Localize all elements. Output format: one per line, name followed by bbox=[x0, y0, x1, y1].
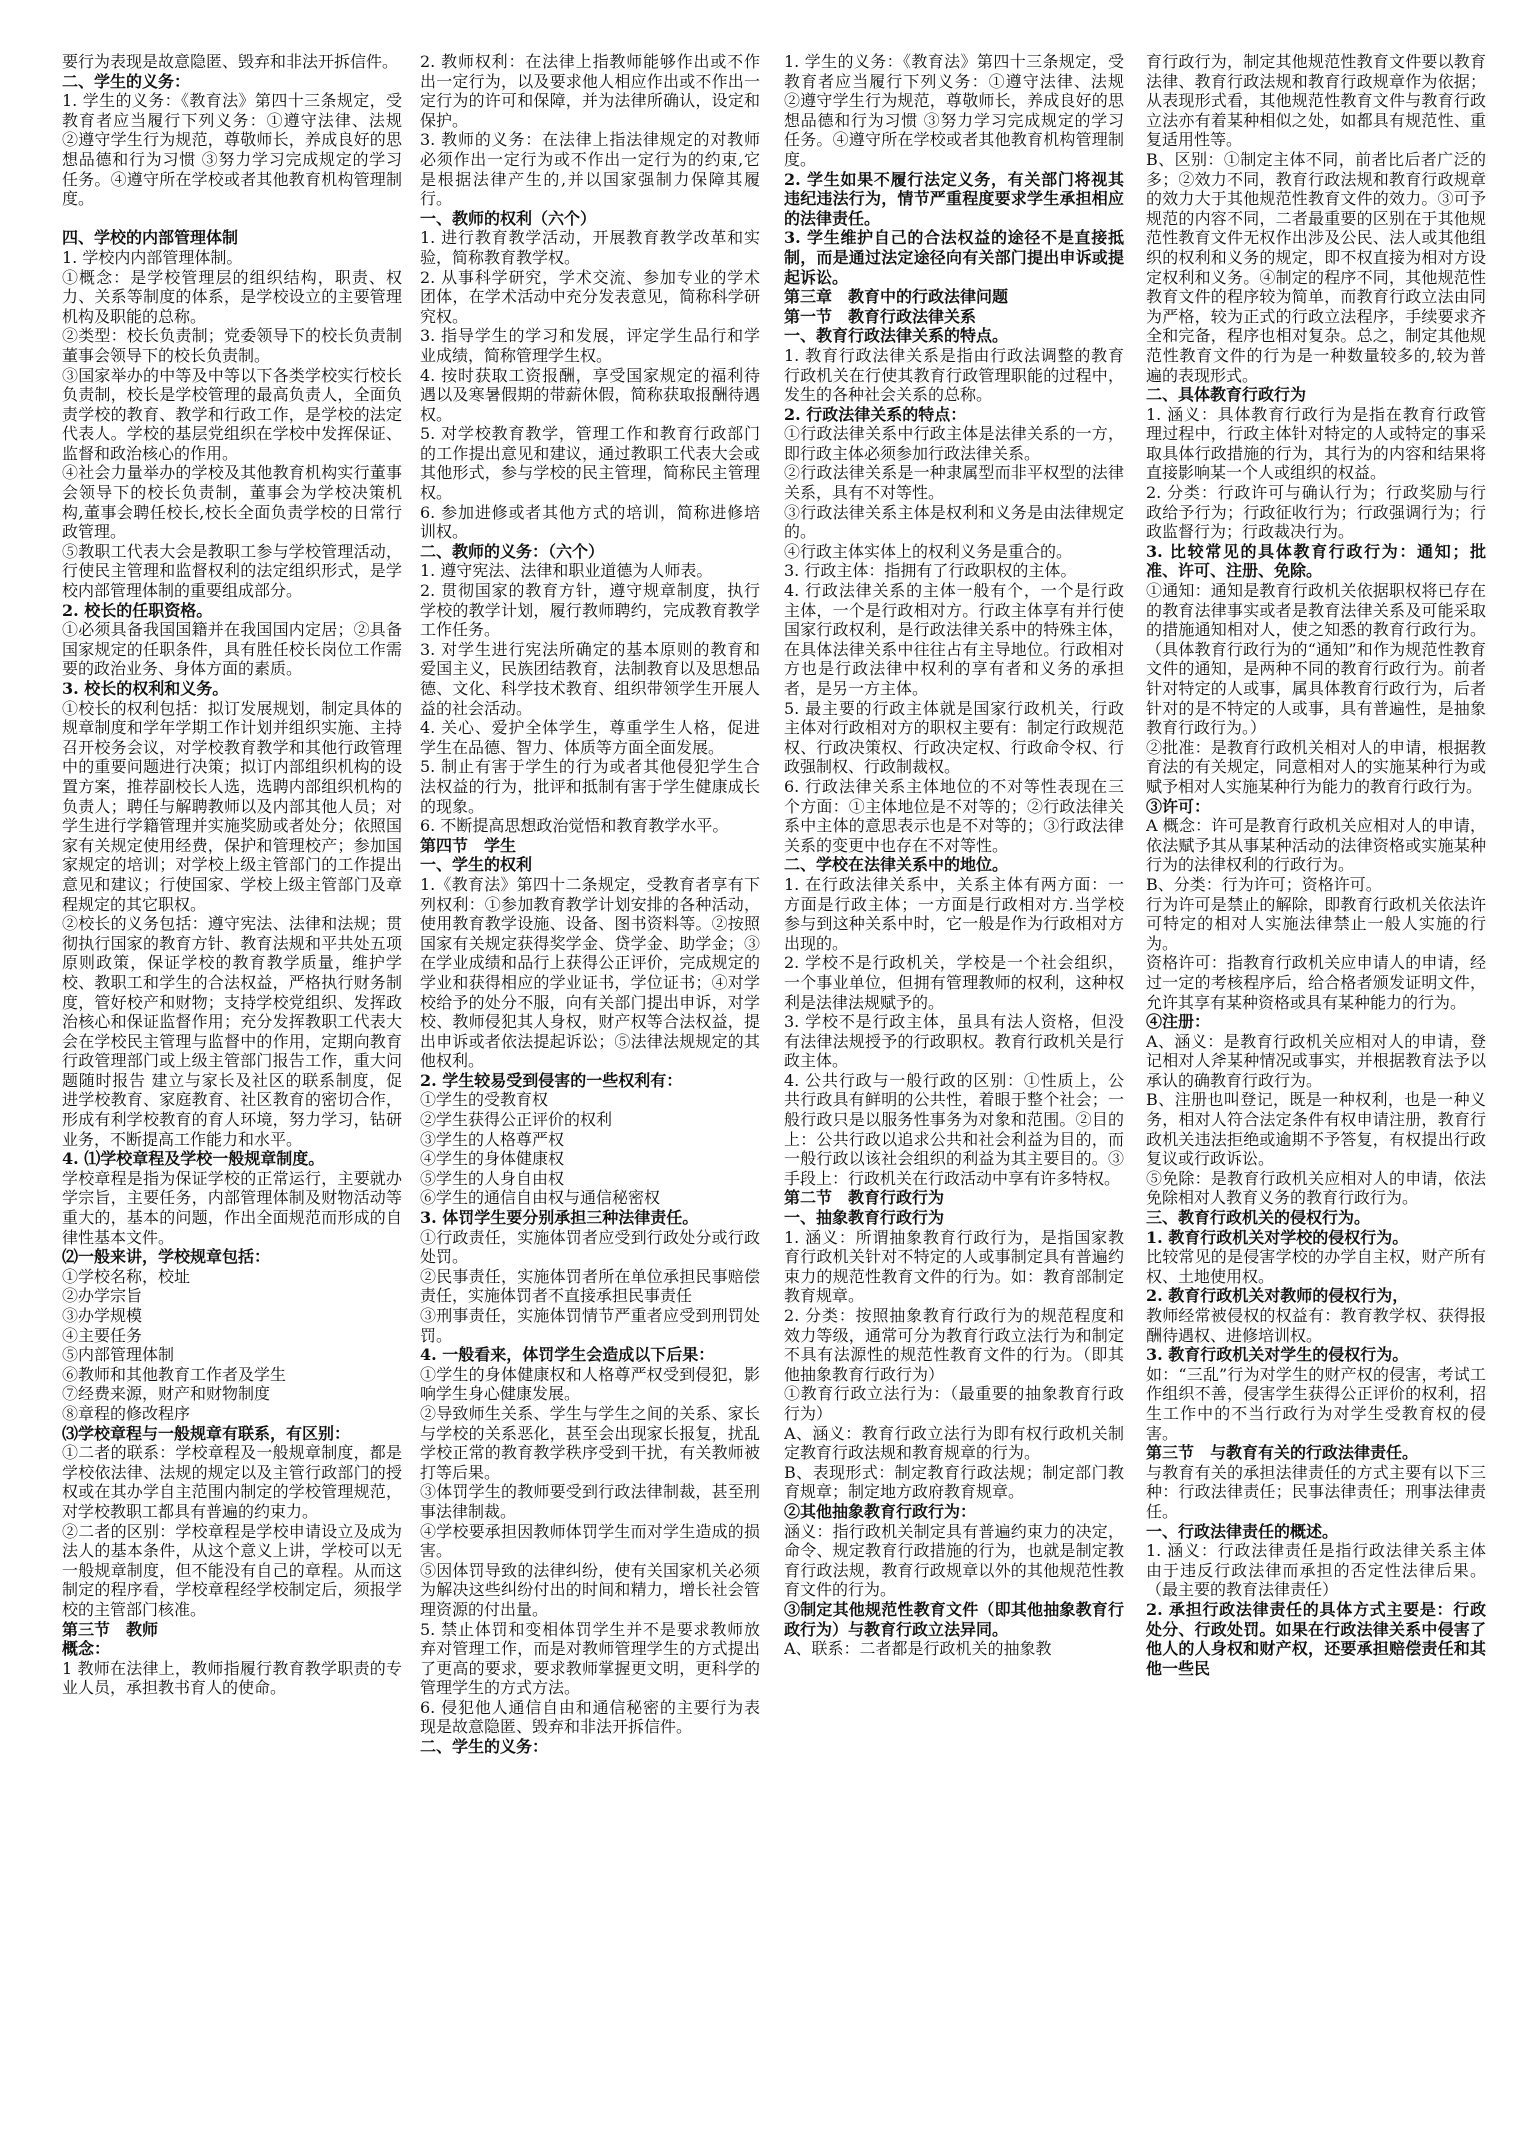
text-column-4 bbox=[1146, 52, 1486, 2132]
paragraph: 2. 承担行政法律责任的具体方式主要是：行政处分、行政处罚。如果在行政法律关系中侵害了他人的人身权和财产权，还要承担赔偿责任和其他一些民 bbox=[1146, 1599, 1486, 1678]
paragraph: 第一节 教育行政法律关系 bbox=[784, 306, 977, 326]
paragraph: 2. 贯彻国家的教育方针，遵守规章制度，执行学校的教学计划，履行教师聘约，完成教育教学工作任务。 bbox=[420, 581, 760, 640]
paragraph: 5. 对学校教育教学，管理工作和教育行政部门的工作提出意见和建议，通过教职工代表大会或其他形式，参与学校的民主管理，简称民主管理权。 bbox=[420, 424, 760, 503]
paragraph: 一、抽象教育行政行为 bbox=[784, 1208, 945, 1228]
paragraph: 1. 在行政法律关系中，关系主体有两方面：一方面是行政主体；一方面是行政相对方.当学校参与到这种关系中时，它一般是作为行政相对方出现的。 bbox=[784, 874, 1124, 953]
paragraph: ③国家举办的中等及中等以下各类学校实行校长负责制，校长是学校管理的最高负责人，全面负责学校的教育、教学和行政工作，是学校的法定代表人。学校的基层党组织在学校中发挥保证、监督和政治核心的作用。 bbox=[62, 365, 402, 463]
paragraph: ④主要任务 bbox=[62, 1325, 143, 1345]
paragraph: 涵义：指行政机关制定具有普遍约束力的决定，命令、规定教育行政措施的行为，也就是制定教育行政法规，教育行政规章以外的其他规范性教育文件的行为。 bbox=[784, 1521, 1124, 1600]
paragraph: 3. 教育行政机关对学生的侵权行为。 bbox=[1146, 1345, 1409, 1365]
paragraph: ③学生的人格尊严权 bbox=[420, 1129, 565, 1149]
paragraph: 3. 学生维护自己的合法权益的途径不是直接抵制，而是通过法定途径向有关部门提出申诉或提起诉讼。 bbox=[784, 228, 1124, 287]
paragraph: ②类型：校长负责制；党委领导下的校长负责制 董事会领导下的校长负责制。 bbox=[62, 326, 402, 365]
paragraph: ⑦经费来源，财产和财物制度 bbox=[62, 1384, 271, 1404]
paragraph: 如：“三乱”行为对学生的财产权的侵害，考试工作组织不善，侵害学生获得公正评价的权利，招生工作中的不当行政行为对学生受教育权的侵害。 bbox=[1146, 1364, 1486, 1443]
paragraph: ③行政法律关系主体是权利和义务是由法律规定的。 bbox=[784, 502, 1124, 542]
paragraph: ⑤内部管理体制 bbox=[62, 1345, 175, 1365]
paragraph: ①行政责任，实施体罚者应受到行政处分或行政处罚。 bbox=[420, 1227, 760, 1267]
paragraph: 4. 行政法律关系的主体一般有个，一个是行政主体，一个是行政相对方。行政主体享有并行使国家行政权利，是行政法律关系中的特殊主体，在具体法律关系中往往占有主导地位。行政相对方也是行政法律中权利的享有者和义务的承担者，是另一方主体。 bbox=[784, 581, 1124, 698]
paragraph: 3. 校长的权利和义务。 bbox=[62, 679, 229, 698]
paragraph: 4. 公共行政与一般行政的区别：①性质上，公共行政具有鲜明的公共性，着眼于整个社会；一般行政只是以服务性事务为对象和范围。②目的上：公共行政以追求公共和社会利益为目的，而一般行政以该社会组织的利益为其主要目的。③手段上：行政机关在行政活动中享有许多特权。 bbox=[784, 1070, 1124, 1188]
paragraph: 三、教育行政机关的侵权行为。 bbox=[1146, 1208, 1371, 1228]
paragraph: 4. 一般看来，体罚学生会造成以下后果： bbox=[420, 1345, 715, 1365]
paragraph: 5. 制止有害于学生的行为或者其他侵犯学生合法权益的行为，批评和抵制有害于学生健康成长的现象。 bbox=[420, 757, 760, 816]
paragraph: 二、学生的义务： bbox=[420, 1737, 549, 1757]
paragraph: ④学生的身体健康权 bbox=[420, 1149, 565, 1169]
paragraph: ⑤免除：是教育行政机关应相对人的申请，依法免除相对人教育义务的教育行政行为。 bbox=[1146, 1168, 1486, 1208]
paragraph: 2. 学校不是行政机关，学校是一个社会组织，一个事业单位，但拥有管理教师的权利，这种权利是法律法规赋予的。 bbox=[784, 953, 1124, 1012]
paragraph: ④注册： bbox=[1146, 1012, 1211, 1032]
paragraph: 1. 涵义：具体教育行政行为是指在教育行政管理过程中，行政主体针对特定的人或特定的事采取具体行政措施的行为，其行为的内容和结果将直接影响某一个人或组织的权益。 bbox=[1146, 404, 1486, 483]
paragraph: 2. 分类：按照抽象教育行政行为的规范程度和效力等级，通常可分为教育行政立法行为和制定不具有法源性的规范性教育文件的行为。（即其他抽象教育行政行为） bbox=[784, 1306, 1124, 1384]
paragraph: 一、教师的权利（六个） bbox=[420, 208, 597, 228]
paragraph: B、分类：行为许可；资格许可。 bbox=[1146, 874, 1382, 894]
text-column-2 bbox=[420, 52, 760, 2132]
paragraph: A、涵义：教育行政立法行为即有权行政机关制定教育行政法规和教育规章的行为。 bbox=[784, 1423, 1124, 1463]
paragraph: 1 教师在法律上，教师指履行教育教学职责的专业人员，承担教书育人的使命。 bbox=[62, 1658, 402, 1698]
paragraph: ⑶学校章程与一般规章有联系，有区别： bbox=[62, 1423, 351, 1443]
paragraph: 1. 学生的义务：《教育法》第四十三条规定，受教育者应当履行下列义务：①遵守法律、法规 ②遵守学生行为规范，尊敬师长，养成良好的思想品德和行为习惯 ③努力学习完成规定的学习任务。④遵守所在学校或者其他教育机构管理制度。 bbox=[784, 52, 1124, 169]
paragraph: 1. 涵义：行政法律责任是指行政法律关系主体由于违反行政法律而承担的否定性法律后果。（最主要的教育法律责任） bbox=[1146, 1541, 1486, 1600]
paragraph: 2. 校长的任职资格。 bbox=[62, 600, 213, 620]
text-column-3 bbox=[784, 52, 1124, 2132]
paragraph: 二、具体教育行政行为 bbox=[1146, 385, 1307, 405]
paragraph: 一、行政法律责任的概述。 bbox=[1146, 1521, 1339, 1541]
paragraph: 5. 禁止体罚和变相体罚学生并不是要求教师放弃对管理工作，而是对教师管理学生的方式提出了更高的要求，要求教师掌握更文明，更科学的管理学生的方式方法。 bbox=[420, 1619, 760, 1698]
paragraph: ④社会力量举办的学校及其他教育机构实行董事会领导下的校长负责制，董事会为学校决策机构,董事会聘任校长,校长全面负责学校的日常行政管理。 bbox=[62, 463, 402, 542]
paragraph: A、联系：二者都是行政机关的抽象教 bbox=[784, 1639, 1052, 1659]
paragraph: A 概念：许可是教育行政机关应相对人的申请，依法赋予其从事某种活动的法律资格或实施某种行为的法律权利的行政行为。 bbox=[1146, 816, 1486, 875]
paragraph: 与教育有关的承担法律责任的方式主要有以下三种：行政法律责任；民事法律责任；刑事法律责任。 bbox=[1146, 1462, 1486, 1521]
paragraph: 1. 遵守宪法、法律和职业道德为人师表。 bbox=[420, 561, 713, 581]
paragraph: 3. 学校不是行政主体，虽具有法人资格，但没有法律法规授予的行政职权。教育行政机关是行政主体。 bbox=[784, 1012, 1124, 1071]
paragraph: 二、学生的义务： bbox=[62, 71, 191, 91]
paragraph: B、表现形式：制定教育行政法规；制定部门教育规章；制定地方政府教育规章。 bbox=[784, 1462, 1124, 1502]
paragraph: ②二者的区别：学校章程是学校申请设立及成为法人的基本条件，从这个意义上讲，学校可以无一般规章制度，但不能没有自己的章程。从而这制定的程序看，学校章程经学校制定后，须报学校的主管部门核准。 bbox=[62, 1521, 402, 1619]
paragraph: ④学校要承担因教师体罚学生而对学生造成的损害。 bbox=[420, 1521, 760, 1561]
paragraph: ⑧章程的修改程序 bbox=[62, 1403, 191, 1423]
paragraph: ①概念：是学校管理层的组织结构，职责、权力、关系等制度的体系，是学校设立的主要管理机构及职能的总称。 bbox=[62, 267, 402, 326]
paragraph: ⑤因体罚导致的法律纠纷，使有关国家机关必须为解决这些纠纷付出的时间和精力，增长社会管理资源的付出量。 bbox=[420, 1560, 760, 1619]
paragraph: ①学校名称，校址 bbox=[62, 1266, 191, 1286]
text-column-1 bbox=[62, 52, 402, 2132]
paragraph: ③制定其他规范性教育文件（即其他抽象教育行政行为）与教育行政立法异同。 bbox=[784, 1599, 1124, 1639]
paragraph: 6. 行政法律关系主体地位的不对等性表现在三个方面：①主体地位是不对等的；②行政法律关系中主体的意思表示也是不对等的；③行政法律关系的变更中也存在不对等性。 bbox=[784, 776, 1124, 855]
paragraph: 行为许可是禁止的解除，即教育行政机关依法许可特定的相对人实施法律禁止一般人实施的行为。 bbox=[1146, 894, 1486, 953]
paragraph: ⑥学生的通信自由权与通信秘密权 bbox=[420, 1188, 661, 1208]
paragraph: ①通知：通知是教育行政机关依据职权将已存在的教育法律事实或者是教育法律关系及可能采取的措施通知相对人，使之知悉的教育行政行为。（具体教育行政行为的“通知”和作为规范性教育文件的通知，是两种不同的教育行政行为。前者针对特定的人或事，属具体教育行政行为，后者针对的是不特定的人或事，具有普遍性，是抽象教育行政行为。） bbox=[1146, 581, 1486, 738]
paragraph: 比较常见的是侵害学校的办学自主权，财产所有权、土地使用权。 bbox=[1146, 1247, 1486, 1286]
paragraph: ②行政法律关系是一种隶属型而非平权型的法律关系，具有不对等性。 bbox=[784, 463, 1124, 503]
paragraph: 一、教育行政法律关系的特点。 bbox=[784, 326, 1009, 346]
paragraph: 3. 体罚学生要分别承担三种法律责任。 bbox=[420, 1208, 699, 1228]
paragraph: 2. 行政法律关系的特点： bbox=[784, 404, 967, 424]
paragraph: 2. 分类：行政许可与确认行为；行政奖励与行政给予行为；行政征收行为；行政强调行为；行政监督行为；行政裁决行为。 bbox=[1146, 483, 1486, 542]
paragraph: 2. 教师权利：在法律上指教师能够作出或不作出一定行为，以及要求他人相应作出或不作出一定行为的许可和保障，并为法律所确认，设定和保护。 bbox=[420, 52, 760, 130]
paragraph: 4. 关心、爱护全体学生，尊重学生人格，促进学生在品德、智力、体质等方面全面发展。 bbox=[420, 718, 760, 757]
paragraph: 4. ⑴学校章程及学校一般规章制度。 bbox=[62, 1149, 325, 1169]
paragraph: 2. 学生如果不履行法定义务，有关部门将视其违纪违法行为，情节严重程度要求学生承担相应的法律责任。 bbox=[784, 169, 1124, 228]
paragraph: ③办学规模 bbox=[62, 1306, 143, 1325]
paragraph: B、注册也叫登记，既是一种权利，也是一种义务，相对人符合法定条件有权申请注册，教育行政机关违法拒绝或逾期不予答复，有权提出行政复议或行政诉讼。 bbox=[1146, 1090, 1486, 1169]
paragraph: 第三节 教师 bbox=[62, 1619, 159, 1639]
paragraph: 1. 教育行政机关对学校的侵权行为。 bbox=[1146, 1227, 1409, 1247]
paragraph: ②办学宗旨 bbox=[62, 1286, 143, 1306]
paragraph: ①校长的权利包括：拟订发展规划，制定具体的规章制度和学年学期工作计划并组织实施、主持召开校务会议，对学校教育教学和其他行政管理中的重要问题进行决策；拟订内部组织机构的设置方案，推荐副校长人选，选聘内部组织机构的负责人；聘任与解聘教师以及内部其他人员；对学生进行学籍管理并实施奖励或者处分；依照国家有关规定使用经费，保护和管理校产；参加国家规定的培训；对学校上级主管部门的工作提出意见和建议；行使国家、学校上级主管部门及章程规定的其它职权。 bbox=[62, 698, 402, 914]
paragraph: A、涵义：是教育行政机关应相对人的申请，登记相对人斧某种情况或事实，并根据教育法予以承认的确教育行政行为。 bbox=[1146, 1031, 1486, 1090]
paragraph: 第四节 学生 bbox=[420, 835, 517, 855]
paragraph: 1. 学校内内部管理体制。 bbox=[62, 247, 243, 267]
paragraph: 6. 侵犯他人通信自由和通信秘密的主要行为表现是故意隐匿、毁弃和非法开拆信件。 bbox=[420, 1697, 760, 1737]
paragraph: ①行政法律关系中行政主体是法律关系的一方，即行政主体必须参加行政法律关系。 bbox=[784, 424, 1124, 463]
paragraph: 6. 不断提高思想政治觉悟和教育教学水平。 bbox=[420, 816, 729, 836]
paragraph: 二、学校在法律关系中的地位。 bbox=[784, 855, 1009, 875]
paragraph: ⑤教职工代表大会是教职工参与学校管理活动，行使民主管理和监督权利的法定组织形式，是学校内部管理体制的重要组成部分。 bbox=[62, 541, 402, 601]
paragraph: ②其他抽象教育行政行为： bbox=[784, 1501, 977, 1521]
paragraph: ①必须具备我国国籍并在我国国内定居；②具备国家规定的任职条件，具有胜任校长岗位工作需要的政治业务、身体方面的素质。 bbox=[62, 620, 402, 679]
paragraph: ②批准：是教育行政机关相对人的申请，根据教育法的有关规定，同意相对人的实施某种行为或赋予相对人实施某种行为能力的教育行政行为。 bbox=[1146, 737, 1486, 796]
paragraph: ④行政主体实体上的权利义务是重合的。 bbox=[784, 541, 1073, 561]
paragraph: ③体罚学生的教师要受到行政法律制裁，甚至刑事法律制裁。 bbox=[420, 1482, 760, 1521]
paragraph: 概念： bbox=[62, 1639, 111, 1659]
paragraph: 第三章 教育中的行政法律问题 bbox=[784, 287, 1009, 307]
paragraph: 1. 学生的义务：《教育法》第四十三条规定，受教育者应当履行下列义务：①遵守法律、法规 ②遵守学生行为规范，尊敬师长，养成良好的思想品德和行为习惯 ③努力学习完成规定的学习任务。④遵守所在学校或者其他教育机构管理制度。 bbox=[62, 91, 402, 209]
paragraph: 1. 涵义：所谓抽象教育行政行为，是指国家教育行政机关针对不特定的人或事制定具有普遍约束力的规范性教育文件的行为。如：教育部制定教育规章。 bbox=[784, 1227, 1124, 1306]
paragraph: 2. 从事科学研究，学术交流、参加专业的学术团体，在学术活动中充分发表意见，简称科学研究权。 bbox=[420, 267, 760, 326]
paragraph: ③刑事责任，实施体罚情节严重者应受到刑罚处罚。 bbox=[420, 1306, 760, 1345]
paragraph: 四、学校的内部管理体制 bbox=[62, 228, 239, 248]
paragraph: 一、学生的权利 bbox=[420, 855, 533, 875]
paragraph: 第三节 与教育有关的行政法律责任。 bbox=[1146, 1443, 1419, 1463]
paragraph: 资格许可：指教育行政机关应申请人的申请，经过一定的考核程序后，给合格者颁发证明文件，允许其享有某种资格或具有某种能力的行为。 bbox=[1146, 953, 1486, 1012]
paragraph: ①学生的受教育权 bbox=[420, 1090, 549, 1110]
paragraph: 5. 最主要的行政主体就是国家行政机关，行政主体对行政相对方的职权主要有：制定行政规范权、行政决策权、行政决定权、行政命令权、行政强制权、行政制裁权。 bbox=[784, 698, 1124, 777]
paragraph: 1. 教育行政法律关系是指由行政法调整的教育行政机关在行使其教育行政管理职能的过程中，发生的各种社会关系的总称。 bbox=[784, 345, 1124, 405]
paragraph: 2. 学生较易受到侵害的一些权利有： bbox=[420, 1070, 683, 1090]
paragraph: ③许可： bbox=[1146, 796, 1211, 816]
paragraph: ②学生获得公正评价的权利 bbox=[420, 1110, 613, 1130]
paragraph: 育行政行为，制定其他规范性教育文件要以教育法律、教育行政法规和教育行政规章作为依据；从表现形式看，其他规范性教育文件与教育行政立法亦有着某种相似之处，如都具有规范性、重复适用性等。 bbox=[1146, 52, 1486, 150]
paragraph: 3. 对学生进行宪法所确定的基本原则的教育和爱国主义，民族团结教育，法制教育以及思想品德、文化、科学技术教育、组织带领学生开展人益的社会活动。 bbox=[420, 639, 760, 718]
paragraph: 4. 按时获取工资报酬，享受国家规定的福利待遇以及寒暑假期的带薪休假，简称获取报酬待遇权。 bbox=[420, 365, 760, 424]
paragraph: 1. 进行教育教学活动，开展教育教学改革和实验，简称教育教学权。 bbox=[420, 228, 760, 267]
paragraph: ①学生的身体健康权和人格尊严权受到侵犯，影响学生身心健康发展。 bbox=[420, 1364, 760, 1404]
paragraph: 二、教师的义务：（六个） bbox=[420, 541, 605, 561]
paragraph: 要行为表现是故意隐匿、毁弃和非法开拆信件。 bbox=[62, 52, 399, 71]
paragraph: 学校章程是指为保证学校的正常运行，主要就办学宗旨，主要任务，内部管理体制及财物活动等重大的，基本的问题，作出全面规范而形成的自律性基本文件。 bbox=[62, 1168, 402, 1247]
paragraph: ②校长的义务包括：遵守宪法、法律和法规；贯彻执行国家的教育方针、教育法规和平共处五项原则政策，保证学校的教育教学质量，维护学校、教职工和学生的合法权益，严格执行财务制度，管好校产和财物；支持学校党组织、发挥政治核心和保证监督作用；充分发挥教职工代表大会在学校民主管理与监督中的作用，定期向教育行政管理部门或上级主管部门报告工作，重大问题随时报告 建立与家长及社区的联系制度，促进学校教育、家庭教育、社区教育的密切合作，形成有利学校教育的育人环境，努力学习，钻研业务，不断提高工作能力和水平。 bbox=[62, 914, 402, 1149]
paragraph: ②民事责任，实施体罚者所在单位承担民事赔偿责任，实施体罚者不直接承担民事责任 bbox=[420, 1266, 760, 1306]
paragraph: 3. 行政主体：指拥有了行政职权的主体。 bbox=[784, 561, 1077, 581]
paragraph: 2. 教育行政机关对教师的侵权行为， bbox=[1146, 1286, 1409, 1306]
paragraph: ①教育行政立法行为：（最重要的抽象教育行政行为） bbox=[784, 1384, 1124, 1423]
paragraph: B、区别：①制定主体不同，前者比后者广泛的多；②效力不同，教育行政法规和教育行政规章的效力大于其他规范性教育文件的效力。③可予规范的内容不同，二者最重要的区别在于其他规范性教育文件无权作出涉及公民、法人或其他组织的权利和义务的规定，即不权直接为相对方设定权利和义务。④制定的程序不同，其他规范性教育文件的程序较为简单，而教育行政立法由同为严格，较为正式的行政立法程序，手续要求齐全和完备，程序也相对复杂。总之，制定其他规范性教育文件的行为是一种数量较多的,较为普遍的表现形式。 bbox=[1146, 149, 1486, 385]
paragraph: 3. 比较常见的具体教育行政行为：通知；批准、许可、注册、免除。 bbox=[1146, 541, 1486, 581]
paragraph: ①二者的联系：学校章程及一般规章制度，都是学校依法律、法规的规定以及主管行政部门的授权或在其办学自主范围内制定的学校管理规范，对学校教职工都具有普遍的约束力。 bbox=[62, 1443, 402, 1521]
paragraph: 1.《教育法》第四十二条规定，受教育者享有下列权利：①参加教育教学计划安排的各种活动，使用教育教学设施、设备、图书资料等。②按照国家有关规定获得奖学金、贷学金、助学金；③在学业成绩和品行上获得公正评价，完成规定的学业和获得相应的学业证书，学位证书；④对学校给予的处分不服，向有关部门提出申诉，对学校、教师侵犯其人身权，财产权等合法权益，提出申诉或者依法提起诉讼；⑤法律法规规定的其他权利。 bbox=[420, 874, 760, 1071]
paragraph: 6. 参加进修或者其他方式的培训，简称进修培训权。 bbox=[420, 502, 760, 542]
paragraph: 第二节 教育行政行为 bbox=[784, 1188, 945, 1208]
paragraph: ⑥教师和其他教育工作者及学生 bbox=[62, 1364, 287, 1384]
paragraph: 3. 教师的义务：在法律上指法律规定的对教师必须作出一定行为或不作出一定行为的约束,它是根据法律产生的,并以国家强制力保障其履行。 bbox=[420, 130, 760, 209]
paragraph: ⑤学生的人身自由权 bbox=[420, 1168, 565, 1188]
paragraph: ⑵一般来讲，学校规章包括： bbox=[62, 1247, 271, 1267]
paragraph: ②导致师生关系、学生与学生之间的关系、家长与学校的关系恶化，甚至会出现家长报复，扰乱学校正常的教育教学秩序受到干扰，有关教师被打等后果。 bbox=[420, 1403, 760, 1482]
paragraph: 教师经常被侵权的权益有：教育教学权、获得报酬待遇权、进修培训权。 bbox=[1146, 1306, 1486, 1345]
paragraph: 3. 指导学生的学习和发展，评定学生品行和学业成绩，简称管理学生权。 bbox=[420, 326, 760, 365]
